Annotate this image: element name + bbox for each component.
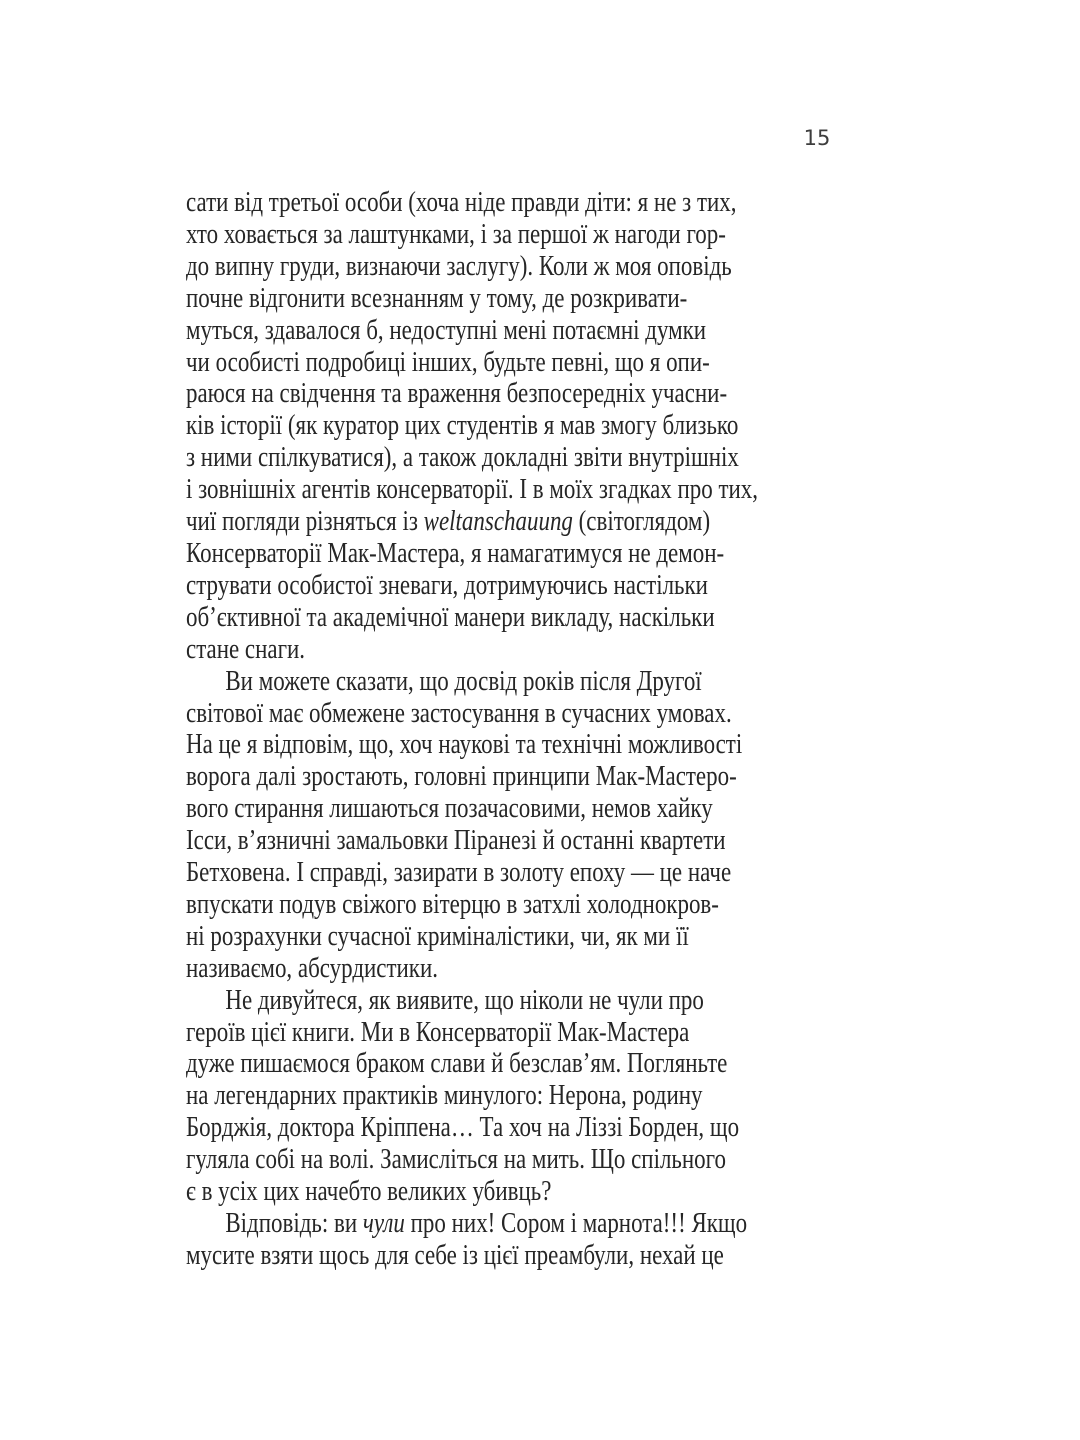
text-line: мусите взяти щось для себе із цієї преамбули, нехай це xyxy=(186,1239,724,1271)
text-line: стане снаги. xyxy=(186,633,306,665)
text-segment: Відповідь: ви xyxy=(225,1208,363,1239)
text-line: об’єктивної та академічної манери викладу, наскільки xyxy=(186,601,715,633)
text-line: ні розрахунки сучасної криміналістики, чи, як ми її xyxy=(186,920,689,952)
text-line: раюся на свідчення та враження безпосередніх учасни- xyxy=(186,378,728,410)
text-line: гуляла собі на волі. Замисліться на мить. Що спільного xyxy=(186,1144,726,1176)
text-line: героїв цієї книги. Ми в Консерваторії Мак-Мастера xyxy=(186,1016,690,1048)
foreign-term-italic: weltanschauung xyxy=(423,506,573,538)
text-line: до випну груди, визнаючи заслугу). Коли ж моя оповідь xyxy=(186,250,732,282)
text-line: Ви можете сказати, що досвід років після Другої xyxy=(225,665,702,697)
paragraph-1 xyxy=(186,187,867,666)
page-text xyxy=(186,187,867,1272)
text-segment: про них! Сором і марнота!!! Якщо xyxy=(404,1208,748,1239)
paragraph-2 xyxy=(186,666,867,985)
text-line: називаємо, абсурдистики. xyxy=(186,952,438,984)
text-line: Консерваторії Мак-Мастера, я намагатимуся не демон- xyxy=(186,537,725,569)
text-line: На це я відповім, що, хоч наукові та технічні можливості xyxy=(186,729,743,761)
text-line: муться, здавалося б, недоступні мені потаємні думки xyxy=(186,314,707,346)
text-line: Ісси, в’язничні замальовки Піранезі й останні квартети xyxy=(186,825,726,857)
text-line: з ними спілкуватися), а також докладні звіти внутрішніх xyxy=(186,442,739,474)
text-line: впускати подув свіжого вітерцю в затхлі холоднокров- xyxy=(186,888,719,920)
text-line: є в усіх цих начебто великих убивць? xyxy=(186,1176,552,1208)
page-number: 15 xyxy=(803,126,831,150)
text-line: дуже пишаємося браком слави й безслав’ям. Погляньте xyxy=(186,1048,728,1080)
text-line: почне відгонити всезнанням у тому, де розкривати- xyxy=(186,282,688,314)
text-line: вого стирання лишаються позачасовими, немов хайку xyxy=(186,793,713,825)
text-line: на легендарних практиків минулого: Нерона, родину xyxy=(186,1080,703,1112)
text-segment: чиї погляди різняться із xyxy=(186,506,424,538)
text-line: Бетховена. І справді, зазирати в золоту епоху — це наче xyxy=(186,857,732,889)
emphasis-word: чули xyxy=(362,1208,405,1239)
text-line: Не дивуйтеся, як виявите, що ніколи не чули про xyxy=(225,984,704,1016)
text-line xyxy=(186,1208,867,1240)
text-line: світової має обмежене застосування в сучасних умовах. xyxy=(186,697,732,729)
paragraph-3 xyxy=(186,985,867,1208)
text-segment: (світоглядом) xyxy=(572,506,711,538)
paragraph-4 xyxy=(186,1208,867,1272)
text-line: сати від третьої особи (хоча ніде правди діти: я не з тих, xyxy=(186,187,737,218)
text-line: ворога далі зростають, головні принципи Мак-Мастеро- xyxy=(186,761,737,793)
text-line: струвати особистої зневаги, дотримуючись настільки xyxy=(186,569,708,601)
text-line: Борджія, доктора Кріппена… Та хоч на Ліззі Борден, що xyxy=(186,1112,740,1144)
text-line: чи особисті подробиці інших, будьте певні, що я опи- xyxy=(186,346,710,378)
text-line: ків історії (як куратор цих студентів я мав змогу близько xyxy=(186,410,739,442)
text-line: і зовнішніх агентів консерваторії. І в моїх згадках про тих, xyxy=(186,474,759,506)
text-line: хто ховається за лаштунками, і за першої ж нагоди гор- xyxy=(186,218,726,250)
text-line xyxy=(186,506,867,538)
